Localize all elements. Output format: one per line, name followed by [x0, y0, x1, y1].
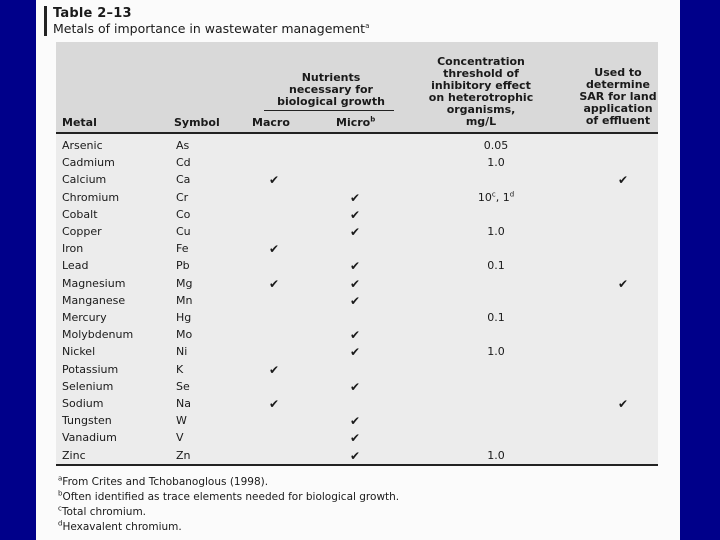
- metal-symbol: Na: [176, 397, 191, 410]
- metal-symbol: V: [176, 431, 184, 445]
- micro-check-icon: ✔: [350, 259, 361, 274]
- metal-name: Magnesium: [62, 276, 126, 290]
- table-subtitle: Metals of importance in wastewater management$^a$: [53, 21, 370, 36]
- metal-name: Sodium: [62, 397, 104, 410]
- concentration-value: 10$^c$, 1$^d$: [477, 189, 515, 204]
- metal-name: Calcium: [62, 173, 107, 187]
- metal-symbol: Zn: [176, 448, 191, 462]
- metal-name: Manganese: [62, 293, 126, 307]
- metal-symbol: Cd: [176, 156, 191, 170]
- metal-symbol: Mn: [176, 293, 193, 307]
- micro-check-icon: ✔: [350, 207, 361, 222]
- footnote: $^c$Total chromium.: [58, 504, 147, 518]
- metal-name: Copper: [62, 225, 102, 238]
- header-bottom-rule: [56, 132, 658, 134]
- micro-check-icon: ✔: [350, 414, 361, 429]
- footnote: $^a$From Crites and Tchobanoglous (1998).: [58, 474, 269, 488]
- metal-symbol: Ni: [176, 345, 188, 359]
- concentration-value: 1.0: [487, 156, 505, 170]
- metal-name: Zinc: [62, 448, 86, 462]
- symbol-column-header: Symbol: [174, 116, 220, 129]
- metal-symbol: Pb: [176, 259, 190, 273]
- metal-symbol: W: [176, 414, 187, 428]
- macro-check-icon: ✔: [269, 276, 280, 291]
- metal-name: Cobalt: [62, 207, 98, 221]
- metal-symbol: Cu: [176, 225, 191, 238]
- metal-symbol: Ca: [176, 173, 191, 187]
- macro-check-icon: ✔: [269, 173, 280, 188]
- micro-check-icon: ✔: [350, 345, 361, 360]
- macro-check-icon: ✔: [269, 242, 280, 257]
- metal-name: Vanadium: [62, 431, 117, 445]
- micro-check-icon: ✔: [350, 190, 361, 205]
- metal-name: Nickel: [62, 345, 96, 359]
- footnote: $^b$Often identified as trace elements needed for biological growth.: [58, 489, 400, 503]
- macro-check-icon: ✔: [269, 397, 280, 411]
- metal-symbol: As: [176, 139, 190, 152]
- micro-check-icon: ✔: [350, 276, 361, 291]
- title-accent-bar: [44, 6, 47, 36]
- metal-name: Selenium: [62, 379, 114, 393]
- footnote: $^d$Hexavalent chromium.: [58, 519, 182, 533]
- metal-symbol: Mo: [176, 328, 193, 342]
- micro-check-icon: ✔: [350, 293, 361, 308]
- concentration-value: 1.0: [487, 448, 505, 462]
- metal-name: Molybdenum: [62, 328, 134, 342]
- micro-check-icon: ✔: [350, 328, 361, 343]
- sar-header: Used to determine SAR for land application of effluent: [579, 66, 657, 127]
- concentration-header: Concentration threshold of inhibitory effect on heterotrophic organisms, mg/L: [428, 55, 534, 128]
- nutrients-group-header: Nutrients necessary for biological growth: [277, 71, 385, 108]
- micro-column-header: Micro$^b$: [336, 115, 376, 129]
- concentration-value: 0.05: [483, 139, 509, 152]
- concentration-value: 1.0: [487, 345, 505, 359]
- metal-symbol: Co: [176, 207, 191, 221]
- micro-check-icon: ✔: [350, 225, 361, 239]
- metal-name: Lead: [62, 259, 89, 273]
- micro-check-icon: ✔: [350, 448, 361, 463]
- concentration-value: 1.0: [487, 225, 505, 238]
- metal-name: Tungsten: [62, 414, 112, 428]
- metal-symbol: Fe: [176, 242, 189, 256]
- metal-name: Arsenic: [62, 139, 103, 152]
- metal-symbol: Se: [176, 379, 190, 393]
- metal-symbol: Mg: [176, 276, 193, 290]
- table-title: Table 2–13: [53, 6, 132, 21]
- table-bottom-rule: [56, 464, 658, 466]
- macro-column-header: Macro: [252, 116, 290, 129]
- concentration-value: 0.1: [487, 259, 505, 273]
- metal-symbol: K: [176, 362, 184, 376]
- metal-name: Mercury: [62, 311, 107, 324]
- macro-check-icon: ✔: [269, 362, 280, 377]
- micro-check-icon: ✔: [350, 379, 361, 394]
- metal-name: Potassium: [62, 362, 119, 376]
- metal-column-header: Metal: [62, 116, 97, 129]
- document-page: [36, 0, 680, 540]
- metal-symbol: Hg: [176, 311, 192, 324]
- sar-check-icon: ✔: [618, 276, 629, 291]
- metal-name: Cadmium: [62, 156, 115, 170]
- metal-name: Iron: [62, 242, 84, 256]
- concentration-value: 0.1: [487, 311, 505, 324]
- sar-check-icon: ✔: [618, 397, 629, 411]
- metal-name: Chromium: [62, 190, 120, 204]
- nutrients-group-rule: [264, 110, 394, 111]
- micro-check-icon: ✔: [350, 431, 361, 446]
- metal-symbol: Cr: [176, 190, 189, 204]
- sar-check-icon: ✔: [618, 173, 629, 188]
